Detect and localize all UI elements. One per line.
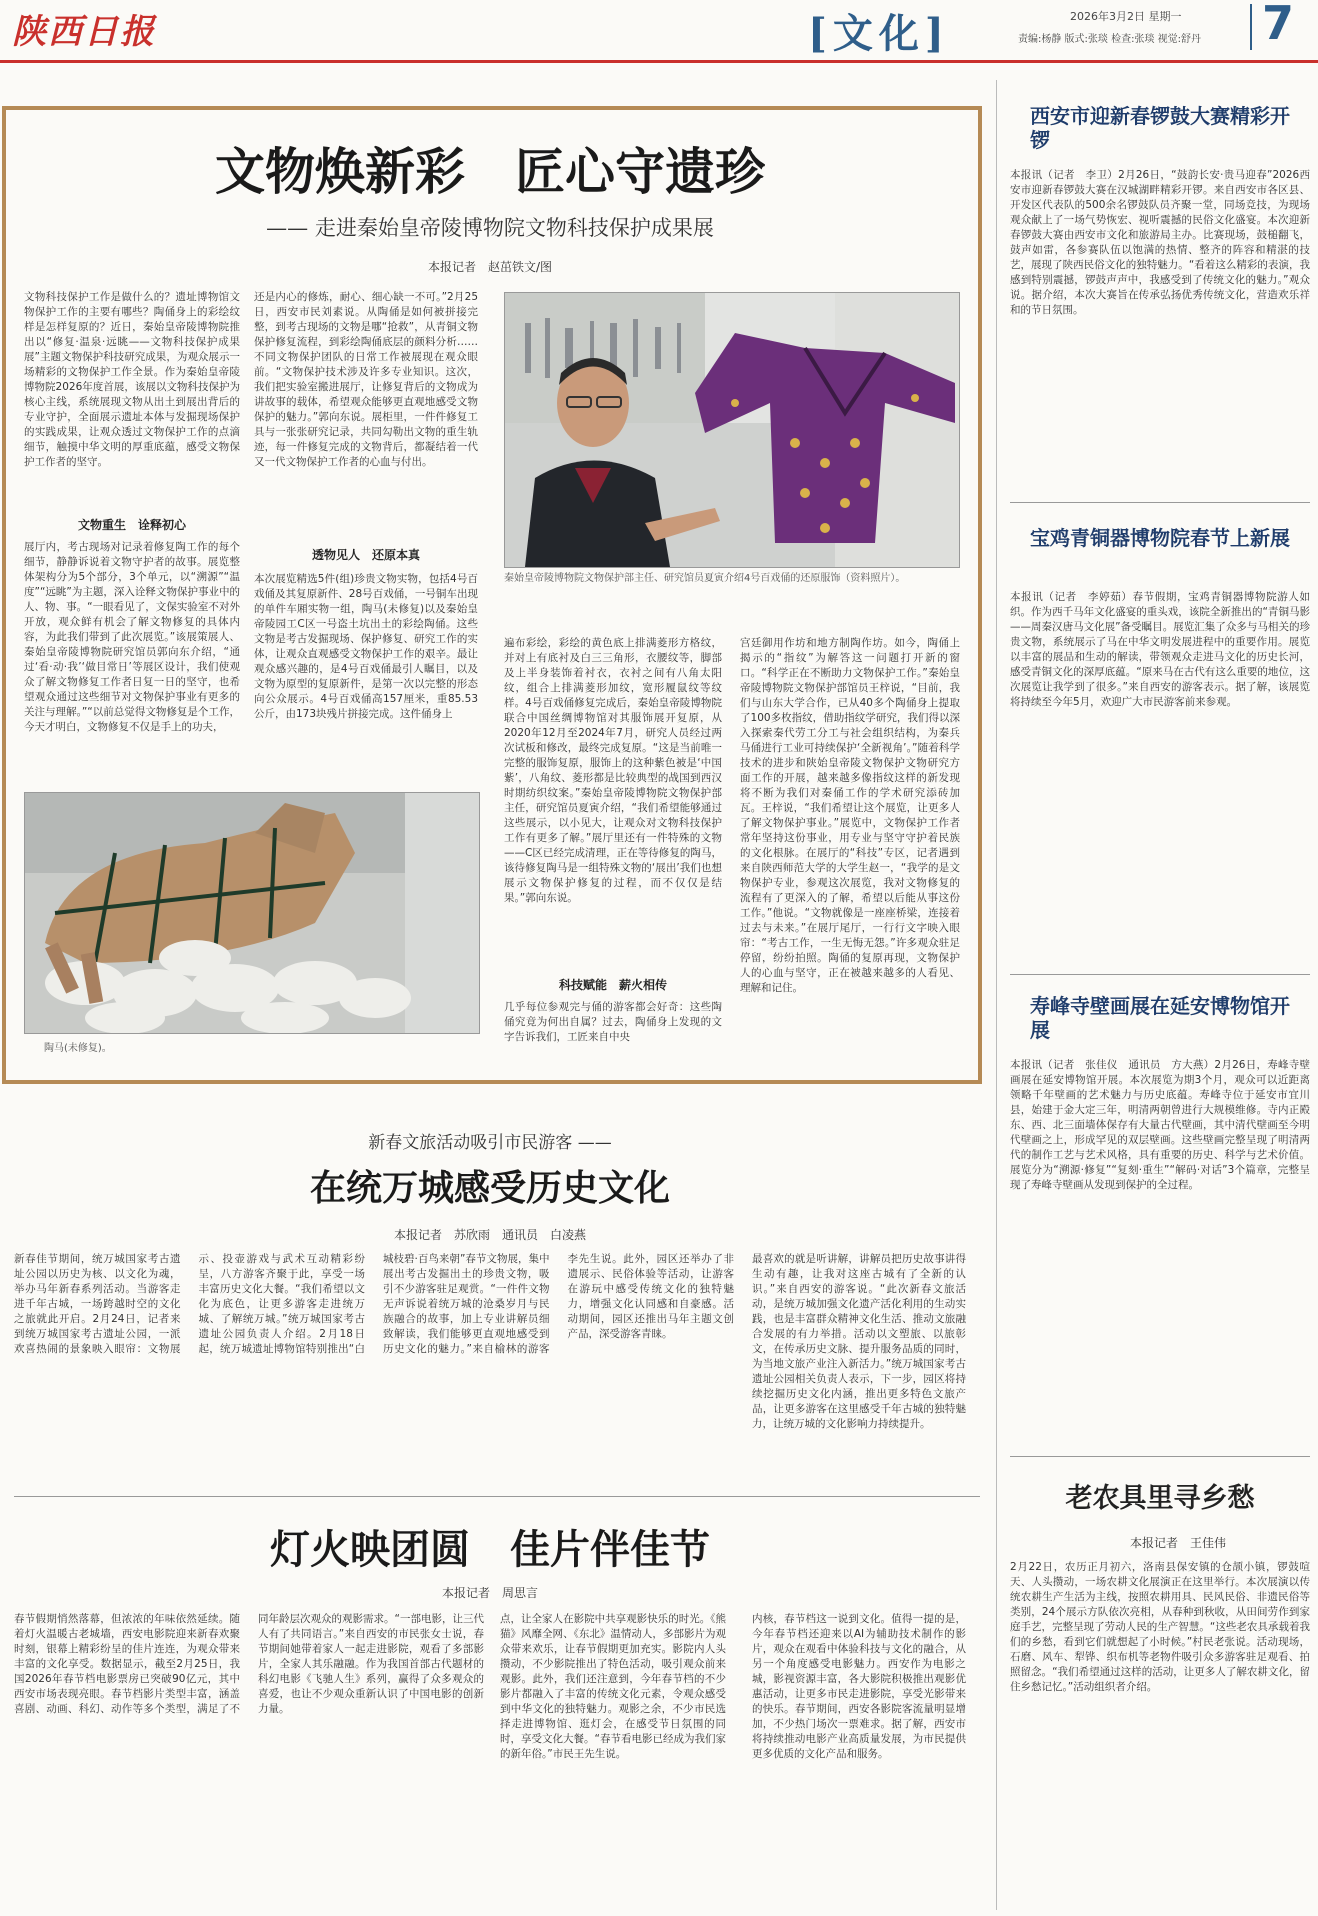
lead-column-1: 文物科技保护工作是做什么的？遗址博物馆文物保护工作的主要有哪些？陶俑身上的彩绘纹样是怎样复原的？近日，秦始皇帝陵博物院推出以“修复·温泉·远眺——文物科技保护成果展”主题文物保护科技研究成果，为观众展示一场精彩的文物保护工作全景。作为秦始皇帝陵博物院2026年度首展，该展以文物科技保护为核心主线，系统展现文物从出土到展出背后的专业守护，全面展示遗址本体与发掘现场保护的实践成果，让观众透过文物保护工作的点滴细节，触摸中华文明的厚重底蕴，感受文物保护工作者的坚守。 [24,291,240,468]
newspaper-logo: 陕西日报 [12,12,156,52]
sidebar-rule-3 [1010,1456,1310,1457]
divider [14,1496,980,1497]
sidebar-body-1: 本报讯（记者 李卫）2月26日，“鼓韵长安·贵马迎春”2026西安市迎新春锣鼓大赛在汉城湖畔精彩开锣。来自西安市各区县、开发区代表队的500余名锣鼓队员齐聚一堂，同场竞技，为现场观众献上了一场气势恢宏、视听震撼的民俗文化盛宴。本次迎新春锣鼓大赛由西安市文化和旅游局主办。比赛现场，鼓槌翻飞，鼓声如雷，各参赛队伍以饱满的热情、整齐的阵容和精湛的技艺，展现了陕西民俗文化的独特魅力。“看着这么精彩的表演，我感到特别震撼，锣鼓声声中，我感受到了传统文化的魅力。”观众说。据介绍，本次大赛旨在传承弘扬优秀传统文化，营造欢乐祥和的节日氛围。 [1010,169,1310,316]
second-body-end: 最喜欢的就是听讲解，讲解员把历史故事讲得生动有趣，让我对这座古城有了全新的认识。”来自西安的游客说。“此次新春文旅活动，是统万城加强文化遗产活化利用的生动实践，也是丰富群众精神文化生活、推动文旅融合发展的有力举措。活动以文塑旅、以旅彰文，在传承历史文脉、提升服务品质的同时，为当地文旅产业注入新活力。”统万城国家考古遗址公园相关负责人表示，下一步，园区将持续挖掘历史文化内涵，推出更多特色文旅产品，让更多游客在这里感受千年古城的独特魅力，让统万城的文化影响力持续提升。 [752,1253,966,1430]
sidebar-byline-4: 本报记者 王佳伟 [1130,1536,1227,1550]
third-headline: 灯火映团圆 佳片伴佳节 [270,1526,710,1573]
section-title: [文化] [808,10,950,57]
lead-subheadline: —— 走进秦始皇帝陵博物院文物科技保护成果展 [266,216,714,240]
lead-column-3: 遍布彩绘，彩绘的黄色底上排满菱形方格纹，并对上有底衬及白三三角形，衣腰纹等，脚部及上半身装饰着衬衣，衣衬之间有八角太阳纹，组合上排满菱形加纹，宽形履鼠纹等纹样。4号百戏俑修复完成后，秦始皇帝陵博物院联合中国丝绸博物馆对其服饰展开复原，从2020年12月至2024年7月，研究人员经过两次试板和修改，最终完成复原。“这是当前唯一完整的服饰复原，服饰上的这种紫色被是‘中国紫’，八角纹、菱形都是比较典型的战国到西汉时期纺织纹案。”秦始皇帝陵博物院文物保护部主任，研究馆员夏寅介绍，“我们希望能够通过这些展示，以小见大，让观众对文物科技保护工作有更多了解。”展厅里还有一件特殊的文物——C区已经完成清理，正在等待修复的陶马，该待修复陶马是一组特殊文物的‘展出’我们也想展示文物保护修复的过程，而不仅仅是结果。”郭向东说。 [504,637,722,904]
third-byline: 本报记者 周思言 [442,1586,539,1600]
sidebar-title-4: 老农具里寻乡愁 [1065,1483,1255,1514]
second-kicker: 新春文旅活动吸引市民游客 —— [368,1133,612,1153]
pottery-horse-photo [24,792,480,1034]
lead-subheading-2: 透物见人 还原本真 [311,548,420,562]
sidebar-body-2: 本报讯（记者 李婷茹）春节假期，宝鸡青铜器博物院游人如织。作为西千马年文化盛宴的重头戏，该院全新推出的“青铜马影——周秦汉唐马文化展”备受瞩目。展览汇集了众多与马相关的珍贵文物，系统展示了马在中华文明发展进程中的重要作用。展览以丰富的展品和生动的解读，带领观众走进马文化的历史长河，感受青铜文化的深厚底蕴。“原来马在古代有这么重要的地位，这次展览让我学到了很多。”来自西安的游客表示。据了解，该展览将持续至今年5月，欢迎广大市民游客前来参观。 [1010,591,1310,708]
second-body: 新春佳节期间，统万城国家考古遗址公园以历史为核、以文化为魂，举办马年新春系列活动。当游客走进千年古城，一场跨越时空的文化之旅就此开启。2月24日，记者来到统万城国家考古遗址公园，一派欢喜热闹的景象映入眼帘：文物展示、投壶游戏与武术互动精彩纷呈，八方游客齐聚于此，享受一场丰富历史文化大餐。“我们希望以文化为底色，让更多游客走进统万城、了解统万城。”统万城国家考古遗址公园负责人介绍。2月18日起，统万城遗址博物馆特别推出“白城枝碧·百鸟来朝”春节文物展，集中展出考古发掘出土的珍贵文物，吸引不少游客驻足观赏。“一件件文物无声诉说着统万城的沧桑岁月与民族融合的故事，加上专业讲解员细致解读，我们能够更直观地感受到历史文化的魅力。”来自榆林的游客李先生说。此外，园区还举办了非遗展示、民俗体验等活动，让游客在游玩中感受传统文化的独特魅力，增强文化认同感和自豪感。活动期间，园区还推出马年主题文创产品，深受游客青睐。 [14,1253,734,1355]
second-byline: 本报记者 苏欣雨 通讯员 白凌燕 [394,1228,587,1242]
issue-date: 2026年3月2日 星期一 [1070,10,1182,23]
sidebar-title-2: 宝鸡青铜器博物院春节上新展 [1030,526,1290,550]
sidebar-title-1: 西安市迎新春锣鼓大赛精彩开锣 [1030,104,1290,152]
lead-subheading-3: 科技赋能 薪火相传 [558,978,667,992]
lead-column-3b: 几乎每位参观完与俑的游客都会好奇：这些陶俑究竟为何出自属？过去，陶俑身上发现的文字告诉我们，工匠来自中央 [504,1001,722,1043]
pottery-horse-photo-art [25,793,479,1033]
sidebar-title-3: 寿峰寺壁画展在延安博物馆开展 [1030,994,1290,1042]
conservator-photo-caption: 秦始皇帝陵博物院文物保护部主任、研究馆员夏寅介绍4号百戏俑的还原服饰（资料照片）。 [504,573,906,584]
third-body-end: 内核，春节档这一说到文化。值得一提的是，今年春节档还迎来以AI为辅助技术制作的影片，观众在观看中体验科技与文化的融合，从另一个角度感受电影魅力。西安作为电影之城，影视资源丰富，各大影院积极推出观影优惠活动，让更多市民走进影院，享受光影带来的快乐。春节期间，西安各影院客流量明显增加，不少热门场次一票难求。据了解，西安市将持续推动电影产业高质量发展，为市民提供更多优质的文化产品和服务。 [752,1613,966,1760]
sidebar-rule-1 [1010,502,1310,503]
lead-column-4: 宫廷御用作坊和地方制陶作坊。如今，陶俑上揭示的“指纹”为解答这一问题打开新的窗口。“科学正在不断助力文物保护工作。”秦始皇帝陵博物院文物保护部馆员王梓说，“目前，我们与山东大学合作，已从40多个陶俑身上提取了100多枚指纹，借助指纹学研究，我们得以深入探索秦代劳工分工与社会组织结构，为秦兵马俑进行工业可持续保护‘全新视角’。”随着科学技术的进步和陕始皇帝陵文物保护文物研究方面工作的开展，越来越多像指纹这样的新发现将不断为我们对秦俑工作的学术研究添砖加瓦。王梓说，“我们希望让这个展览，让更多人了解文物保护事业。”展览中，文物保护工作者常年坚持这份事业，用专业与坚守守护着民族的文化根脉。在展厅的“科技”专区，记者遇到来自陕西师范大学的大学生赵一，“我学的是文物保护专业，参观这次展览，我对文物修复的流程有了更深入的了解，希望以后能从事这份工作。”他说。“文物就像是一座座桥梁，连接着过去与未来。”在展厅尾厅，一行行文字映入眼帘：“考古工作，一生无悔无怨。”许多观众驻足停留，纷纷拍照。陶俑的复原再现，文物保护人的心血与坚守，正在被越来越多的人看见、理解和记住。 [740,637,960,994]
lead-column-2b: 本次展览精选5件(组)珍贵文物实物，包括4号百戏俑及其复原新件、28号百戏俑，一号铜车出现的单件车厢实物一组，陶马(未修复)以及秦始皇帝陵园工C区一号盗土坑出土的彩绘陶俑。这些文物是考古发掘现场、保护修复、研究工作的实体，让观众直观感受文物保护工作的艰辛。最让观众感兴趣的，是4号百戏俑最引人瞩目，以及文物为原型的复原新件，是第一次以完整的形态向公众展示。4号百戏俑高157厘米，重85.53公斤，由173块残片拼接完成。这件俑身上 [254,573,478,720]
lead-byline: 本报记者 赵茁铁文/图 [428,260,553,274]
masthead-divider [1250,4,1252,50]
second-headline: 在统万城感受历史文化 [309,1167,670,1209]
sidebar-body-3: 本报讯（记者 张佳仪 通讯员 方大燕）2月26日，寿峰寺壁画展在延安博物馆开展。本次展览为期3个月，观众可以近距离领略千年壁画的艺术魅力与历史底蕴。寿峰寺位于延安市宜川县，始建于金大定三年，明清两朝曾进行大规模维修。寺内正殿东、西、北三面墙体保存有大量古代壁画，其中清代壁画至今明代壁画之上，形成罕见的双层壁画。这些壁画完整呈现了明清两代的制作工艺与艺术风格，具有重要的历史、科学与艺术价值。展览分为“溯源·修复”“复刻·重生”“解码·对话”3个篇章，完整呈现了寿峰寺壁画从发现到保护的全过程。 [1010,1059,1310,1191]
sidebar-rule-2 [1010,974,1310,975]
conservator-photo [504,292,960,568]
third-body-mid: 点，让全家人在影院中共享观影快乐的时光。《熊猫》风靡全网、《东北》温情动人，多部影片为观众带来欢乐，让春节假期更加充实。影院内人头攒动，不少影院推出了特色活动，吸引观众前来观影。此外，我们还注意到，今年春节档的不少影片都融入了丰富的传统文化元素，令观众感受到中华文化的独特魅力。观影之余，不少市民选择走进博物馆、逛灯会，在感受节日氛围的同时，享受文化大餐。“春节看电影已经成为我们家的新年俗。”市民王先生说。 [500,1613,726,1760]
sidebar-divider [996,80,997,1910]
lead-column-2: 还是内心的修炼，耐心、细心缺一不可。”2月25日，西安市民刘素说。从陶俑是如何被拼接完整，到考古现场的文物是哪“抢救”，从青铜文物保护修复流程，到彩绘陶俑底层的颜料分析……不同文物保护团队的日常工作被展现在观众眼前。“文物保护技术涉及许多专业知识。这次，我们把实验室搬进展厅，让修复背后的文物成为讲故事的载体，希望观众能够更直观地感受文物保护的魅力。”郭向东说。展柜里，一件件修复工具与一张张研究记录，共同勾勒出文物的重生轨迹，每一件修复完成的文物背后，都凝结着一代又一代文物保护工作者的心血与付出。 [254,291,478,468]
lead-subheading-1: 文物重生 诠释初心 [77,518,186,532]
page-number: 7 [1262,0,1295,50]
conservator-photo-art [505,293,959,567]
third-body: 春节假期悄然落幕，但浓浓的年味依然延续。随着灯火温暖古老城墙，西安电影院迎来新春欢聚时刻，银幕上精彩纷呈的佳片连连，为观众带来丰富的文化享受。数据显示，截至2月25日，我国2026年春节档电影票房已突破90亿元，其中西安市场表现亮眼。春节档影片类型丰富，涵盖喜剧、动画、科幻、动作等多个类型，满足了不同年龄层次观众的观影需求。“一部电影，让三代人有了共同语言。”来自西安的市民张女士说，春节期间她带着家人一起走进影院，观看了多部影片，全家人其乐融融。作为我国首部古代题材的科幻电影《飞驰人生》系列，赢得了众多观众的喜爱，也让不少观众重新认识了中国电影的创新力量。 [14,1613,484,1715]
lead-headline: 文物焕新彩 匠心守遗珍 [215,142,765,201]
pottery-horse-caption: 陶马(未修复)。 [44,1043,112,1054]
sidebar-body-4: 2月22日，农历正月初六，洛南县保安镇的仓颉小镇，锣鼓喧天、人头攒动，一场农耕文化展演正在这里举行。本次展演以传统农耕生产生活为主线，按照农耕用具、民风民俗、非遗民俗等类别，24个展示方队依次亮相，从春种到秋收，从田间劳作到家庭手艺，完整呈现了劳动人民的生产智慧。“这些老农具承载着我们的乡愁，看到它们就想起了小时候。”村民老张说。活动现场，石磨、风车、犁铧、织布机等老物件吸引众多游客驻足观看、拍照留念。“我们希望通过这样的活动，让更多人了解农耕文化，留住乡愁记忆。”活动组织者介绍。 [1010,1561,1310,1693]
editor-credits: 责编:杨静 版式:张琰 检查:张琰 视觉:舒丹 [1018,34,1202,45]
lead-column-1b: 展厅内，考古现场对记录着修复陶工作的每个细节，静静诉说着文物守护者的故事。展览整体架构分为5个部分，3个单元，以“溯源”“温度”“远眺”为主题，深入诠释文物保护事业中的人、物、事。“一眼看见了，文保实验室不对外开放，观众鲜有机会了解文物修复的具体内容，为此我们带到了此次展览。”该展策展人、秦始皇帝陵博物院研究馆员郭向东介绍，“通过‘看·动·我’‘做目常日’等展区设计，我们使观众了解文物修复工作者日复一日的坚守，也希望观众通过这些细节对文物保护事业有更多的关注与理解。”“以前总觉得文物修复是个工作，今天才明白，文物修复不仅是手上的功夫， [24,541,240,733]
